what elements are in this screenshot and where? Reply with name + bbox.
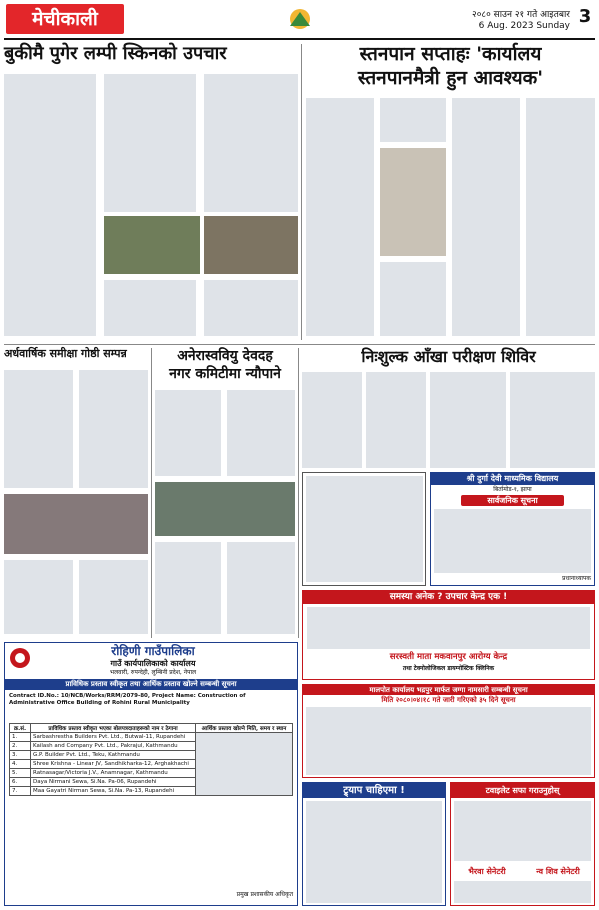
rohini-org-1: रोहिणी गाउँपालिका [111, 644, 195, 658]
rohini-bidders-table [9, 723, 293, 796]
story-eye-camp-headline: निःशुल्क आँखा परीक्षण शिविर [361, 347, 536, 366]
story-lumpy-text-col1 [4, 74, 96, 336]
emblem-icon [286, 6, 314, 32]
col-bidder-name: प्राविधिक प्रस्ताव स्वीकृत भएका बोलपत्रदाताहरूको नाम र ठेगाना [31, 724, 196, 733]
table-row: 6. Daya Nirmani Sewa, Si.Na. Pa-06, Rupandehi [10, 778, 293, 787]
story-semi-annual-text-col1 [4, 370, 73, 488]
school-notice-title: सार्वजनिक सूचना [461, 495, 564, 506]
story-lumpy-text-col2 [104, 74, 196, 212]
story-lumpy-text-col5 [204, 280, 298, 336]
transfer-notice [302, 684, 595, 778]
rohini-notice-title: प्राविधिक प्रस्ताव स्वीकृत तथा आर्थिक प्रस्ताव खोल्ने सम्बन्धी सूचना [5, 679, 297, 690]
story-anerasvavi-photo [155, 482, 295, 536]
table-row: 4. Shree Krishna - Linear JV, Sandhikharka-12, Arghakhachi [10, 760, 293, 769]
story-lumpy-photo-2 [204, 216, 298, 274]
land-notice-body [306, 476, 423, 582]
rohini-contract: Contract ID.No.: 10/NCB/Works/RRM/2079-80, Project Name: Construction of Administrative Office Building of Rohini Rural Municipality [9, 693, 246, 706]
story-eye-camp-text-col1 [302, 372, 362, 468]
story-lumpy-headline: बुकीमै पुगेर लम्पी स्किनको उपचार [4, 43, 227, 64]
school-notice-signature: प्रधानाध्यापक [562, 575, 591, 582]
story-lumpy-photo-1 [104, 216, 200, 274]
school-notice-body [434, 509, 591, 573]
school-name: श्री दुर्गा देवी माध्यमिक विद्यालय [431, 473, 594, 485]
story-eye-camp-text-col3 [430, 372, 506, 468]
story-semi-annual-photo [4, 494, 148, 554]
story-breastfeeding-text-col3 [452, 98, 520, 336]
toilet-ad-contacts [454, 881, 591, 903]
masthead [0, 0, 599, 40]
story-breastfeeding-text-col2 [380, 98, 446, 142]
story-semi-annual-text-col3 [4, 560, 73, 634]
story-semi-annual [4, 348, 148, 638]
toilet-ad-body [454, 801, 591, 861]
table-row: 2. Kailash and Company Pvt. Ltd., Pakrajul, Kathmandu [10, 742, 293, 751]
story-anerasvavi [155, 348, 295, 638]
col-sn: क्र.सं. [10, 724, 31, 733]
transfer-notice-title: मालपोत कार्यालय भद्रपुर मार्फत जग्गा नामसारी सम्बन्धी सूचना [303, 685, 594, 695]
story-breastfeeding [306, 44, 595, 340]
toilet-ad-shop-2: न्व शिव सेनेटरी [536, 867, 580, 876]
rohini-emblem-icon [9, 647, 31, 669]
clinic-ad-tagline: समस्या अनेक ? उपचार केन्द्र एक ! [303, 591, 594, 604]
col-opening-date: आर्थिक प्रस्ताव खोल्ने मिति, समय र स्थान [196, 724, 293, 733]
story-lumpy-text-col4 [104, 280, 196, 336]
land-notice [302, 472, 426, 586]
story-breastfeeding-photo [380, 148, 446, 256]
column-divider [301, 44, 302, 340]
rohini-signature: प्रमुख प्रशासकीय अधिकृत [236, 891, 293, 898]
school-notice [430, 472, 595, 586]
date-nepali: २०८० साउन २१ गते आइतबार [472, 10, 570, 20]
story-anerasvavi-text-col4 [227, 542, 295, 634]
date-english: 6 Aug. 2023 Sunday [478, 21, 570, 31]
rohini-notice [4, 642, 298, 906]
school-address: बिर्तामोड-१, झापा [493, 486, 532, 493]
transfer-notice-subtitle: मिति २०८०।०४।१८ गते जारी गरिएको ३५ दिने सूचना [381, 696, 516, 704]
story-anerasvavi-text-col1 [155, 390, 221, 476]
table-row: 7. Maa Gayatri Nirman Sewa, Si.Na. Pa-13, Rupandehi [10, 787, 293, 796]
column-divider [151, 348, 152, 638]
story-semi-annual-text-col2 [79, 370, 148, 488]
toilet-ad-shop-1: भैरवा सेनेटरी [468, 867, 506, 876]
newspaper-logo: मेचीकाली [6, 4, 124, 34]
clinic-ad-sub: तथा टेक्नोलोजिकल डायग्नोस्टिक क्लिनिक [402, 665, 495, 672]
rohini-location: भलवारी, रुपन्देही, लुम्बिनी प्रदेश, नेपाल [109, 669, 197, 676]
opening-date-cell [196, 733, 293, 796]
story-breastfeeding-text-col2b [380, 262, 446, 336]
story-breastfeeding-headline-2: स्तनपानमैत्री हुन आवश्यक' [357, 67, 544, 89]
story-anerasvavi-headline-2: नगर कमिटीमा न्यौपाने [169, 366, 281, 382]
page-number: 3 [578, 6, 592, 27]
transfer-notice-body [306, 707, 591, 775]
story-semi-annual-text-col4 [79, 560, 148, 634]
trap-ad-title: ट्र्याप चाहिएमा ! [303, 783, 445, 798]
toilet-ad [450, 782, 595, 906]
story-eye-camp-text-col4 [510, 372, 595, 468]
trap-ad-body [306, 801, 442, 903]
trap-ad [302, 782, 446, 906]
story-breastfeeding-text-col4 [526, 98, 595, 336]
story-semi-annual-headline: अर्धवार्षिक समीक्षा गोष्ठी सम्पन्न [4, 347, 127, 360]
table-row: 3. G.P. Builder Pvt. Ltd., Teku, Kathmandu [10, 751, 293, 760]
masthead-rule [4, 38, 595, 40]
table-row: 5. Ratnasagar/Victoria J.V., Anamnagar, Kathmandu [10, 769, 293, 778]
clinic-ad [302, 590, 595, 680]
rohini-org-2: गाउँ कार्यपालिकाको कार्यालय [110, 659, 196, 668]
story-breastfeeding-text-col1 [306, 98, 374, 336]
story-breastfeeding-headline-1: स्तनपान सप्ताहः 'कार्यालय [359, 43, 542, 65]
story-anerasvavi-text-col3 [155, 542, 221, 634]
clinic-ad-name: सरस्वती माता मकवानपुर आरोग्य केन्द्र [389, 652, 508, 662]
clinic-ad-services [307, 607, 590, 649]
section-divider [4, 344, 595, 345]
toilet-ad-title: टवाइलेट सफा गराउनुहोस् [451, 783, 594, 798]
table-row: 1. Sarbashrestha Builders Pvt. Ltd., Butwal-11, Rupandehi [10, 733, 293, 742]
dateline [420, 10, 570, 32]
story-lumpy [4, 44, 298, 344]
story-anerasvavi-text-col2 [227, 390, 295, 476]
story-eye-camp-text-col2 [366, 372, 426, 468]
column-divider [298, 348, 299, 638]
story-lumpy-text-col3 [204, 74, 298, 212]
story-anerasvavi-headline-1: अनेरास्ववियु देवदह [177, 348, 273, 364]
